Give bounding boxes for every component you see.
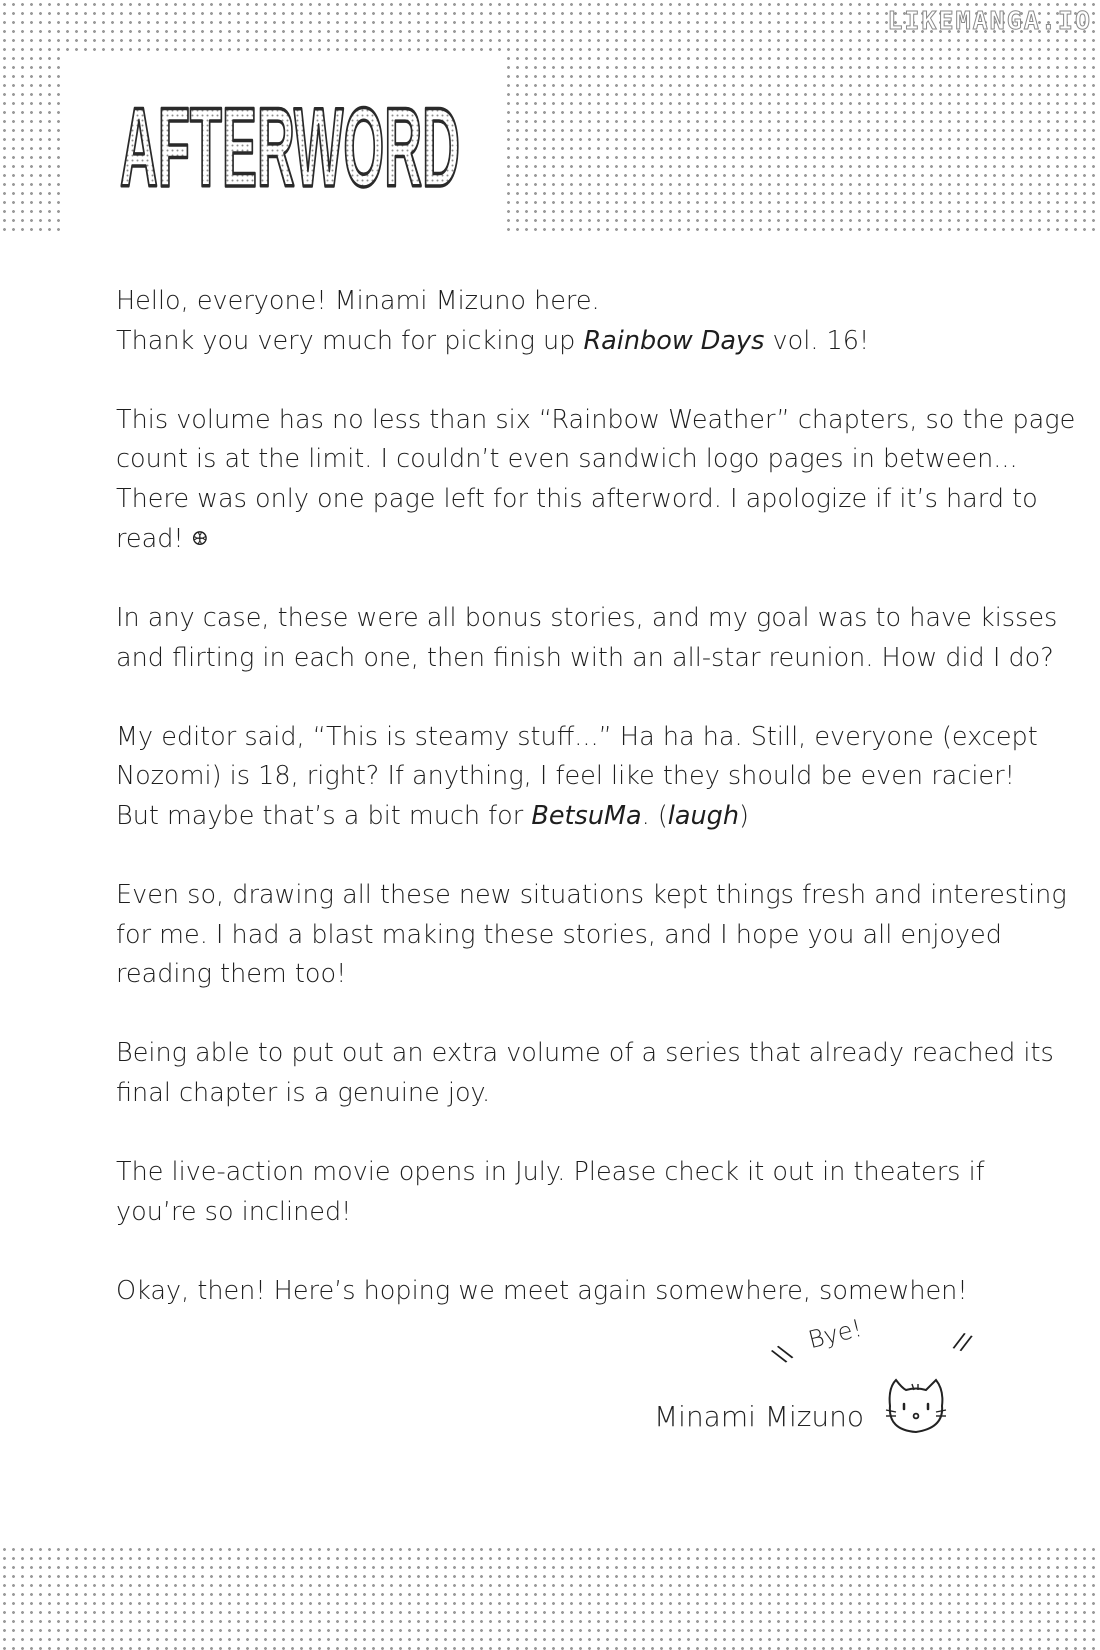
text-line — [116, 599, 1058, 639]
sweat-drops-icon: 𐃏 — [191, 526, 209, 551]
text-segment: This volume has no less than six “Rainbow Weather” chapters, so the page — [116, 404, 1076, 435]
halftone-background-bottom — [0, 1545, 1100, 1650]
text-segment: Okay, then! Here’s hoping we meet again somewhere, somewhen! — [116, 1276, 968, 1307]
text-segment: reading them too! — [116, 959, 347, 990]
page-title-text: AFTERWORD — [120, 85, 460, 210]
text-line — [116, 1074, 996, 1114]
text-segment: Thank you very much for picking up — [116, 325, 584, 356]
italic-title: Rainbow Days — [583, 325, 765, 356]
text-segment: ) — [739, 800, 749, 831]
text-segment: The live-action movie opens in July. Please check it out in theaters if — [116, 1157, 985, 1188]
text-segment: and flirting in each one, then finish with an all-star reunion. How did I do? — [116, 642, 1054, 673]
text-line — [116, 916, 1002, 956]
text-segment: Hello, everyone! Minami Mizuno here. — [116, 286, 600, 316]
text-line — [116, 1034, 1054, 1074]
text-line — [116, 757, 1015, 797]
bye-emphasis-right: // — [951, 1328, 974, 1357]
text-line — [116, 797, 996, 837]
text-line — [116, 401, 1076, 441]
text-segment: final chapter is a genuine joy. — [116, 1078, 491, 1109]
text-line — [116, 1272, 996, 1312]
afterword-body — [116, 282, 1076, 1351]
sign-off — [650, 1313, 974, 1440]
title-lettering — [100, 78, 480, 223]
paragraph — [116, 1272, 996, 1312]
bye-emphasis-left: \\ — [769, 1340, 796, 1369]
text-segment: There was only one page left for this afterword. I apologize if it’s hard to — [116, 483, 1038, 514]
paragraph — [116, 876, 1067, 995]
text-line — [116, 480, 1038, 520]
author-signature: Minami Mizuno — [654, 1400, 865, 1433]
text-segment: Being able to put out an extra volume of a series that already reached its — [116, 1038, 1054, 1069]
page-title — [100, 78, 480, 223]
text-line — [116, 322, 996, 362]
text-line — [116, 282, 996, 322]
italic-title: BetsuMa — [531, 800, 642, 831]
text-segment: count is at the limit. I couldn’t even sandwich logo pages in between... — [116, 444, 1018, 475]
text-segment: Even so, drawing all these new situations kept things fresh and interesting — [116, 880, 1067, 911]
text-line — [116, 718, 1038, 758]
text-segment: for me. I had a blast making these stories, and I hope you all enjoyed — [116, 919, 1002, 950]
text-segment: . ( — [641, 800, 668, 831]
text-segment: Nozomi) is 18, right? If anything, I feel like they should be even racier! — [116, 761, 1015, 792]
text-segment: But maybe that’s a bit much for — [116, 800, 532, 831]
text-line — [116, 1153, 996, 1193]
site-watermark: LIKEMANGA.IO — [887, 6, 1092, 35]
paragraph — [116, 599, 1058, 678]
italic-title: laugh — [667, 800, 740, 831]
text-segment: My editor said, “This is steamy stuff...” Ha ha ha. Still, everyone (except — [116, 721, 1038, 752]
bye-text: Bye! — [805, 1313, 865, 1355]
text-line — [116, 876, 1067, 916]
paragraph — [116, 1034, 1054, 1113]
cat-face-icon — [882, 1376, 950, 1438]
text-line — [116, 639, 1054, 679]
paragraph — [116, 1153, 996, 1232]
text-line — [116, 955, 996, 995]
text-segment: In any case, these were all bonus stories, and my goal was to have kisses — [116, 602, 1058, 633]
text-segment: read! — [116, 523, 184, 554]
paragraph — [116, 718, 1038, 837]
text-line — [116, 520, 996, 560]
paragraph — [116, 282, 996, 361]
paragraph — [116, 401, 1076, 560]
text-segment: you’re so inclined! — [116, 1196, 352, 1227]
text-line — [116, 1193, 996, 1233]
text-line — [116, 440, 1018, 480]
text-segment: vol. 16! — [764, 325, 870, 356]
